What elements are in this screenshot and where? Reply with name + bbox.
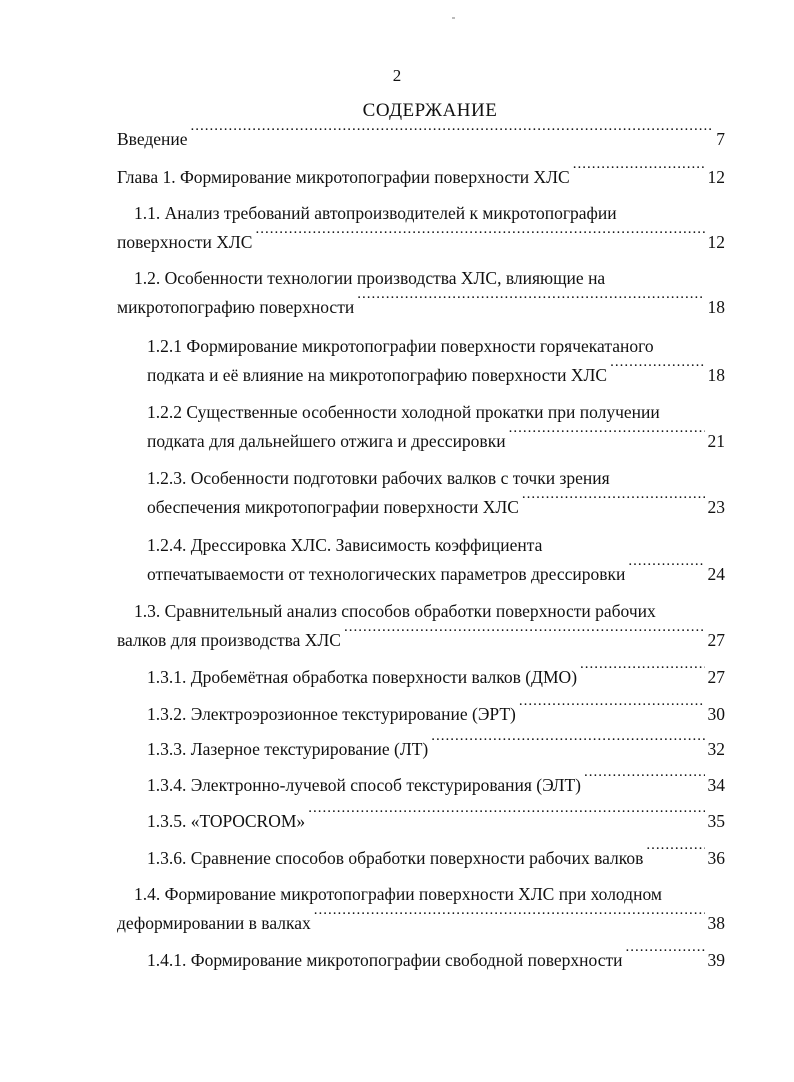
scan-mark: [452, 17, 455, 19]
toc-entry-1-4-1[interactable]: [147, 946, 725, 975]
toc-entry-text: 1.3. Сравнительный анализ способов обработки поверхности рабочих: [134, 601, 656, 621]
toc-page-number: 39: [707, 950, 725, 970]
dot-leader: [610, 364, 704, 382]
toc-entry-1-2-1[interactable]: [147, 332, 725, 390]
toc-entry-text: подката для дальнейшего отжига и дрессировки: [147, 431, 506, 451]
toc-entry-1-3-4[interactable]: [147, 771, 725, 800]
dot-leader: [431, 738, 704, 756]
dot-leader: [580, 666, 704, 684]
toc-entry-text: 1.2.1 Формирование микротопографии поверхности горячекатаного: [147, 336, 654, 356]
toc-entry-text: 1.3.1. Дробемётная обработка поверхности валков (ДМО): [147, 667, 578, 687]
toc-entry-text: 1.2.2 Существенные особенности холодной прокатки при получении: [147, 402, 660, 422]
page-number: 2: [392, 66, 402, 85]
dot-leader: [628, 563, 704, 581]
dot-leader: [522, 496, 705, 514]
toc-page-number: 30: [707, 704, 725, 724]
toc-entry-text: 1.3.2. Электроэрозионное текстурирование (ЭРТ): [147, 704, 516, 724]
toc-entry-text: 1.3.4. Электронно-лучевой способ текстурирования (ЭЛТ): [147, 775, 581, 795]
toc-entry-text: микротопографию поверхности: [117, 297, 355, 317]
toc-entry-text: 1.3.6. Сравнение способов обработки поверхности рабочих валков: [147, 848, 644, 868]
dot-leader: [509, 430, 705, 448]
toc-page-number: 35: [707, 811, 725, 831]
toc-entry-1-3-6[interactable]: [147, 844, 725, 873]
toc-entry-1-3-1[interactable]: [147, 663, 725, 692]
toc-entry-text: обеспечения микротопографии поверхности ХЛС: [147, 497, 519, 517]
toc-page-number: 12: [707, 232, 725, 252]
toc-page-number: 12: [707, 167, 725, 187]
toc-entry-text: Введение: [117, 129, 188, 149]
toc-entry-1-3[interactable]: [117, 597, 725, 655]
dot-leader: [584, 774, 705, 792]
dot-leader: [357, 296, 704, 314]
toc-entry-introduction[interactable]: [117, 125, 725, 154]
toc-entry-1-3-5[interactable]: [147, 807, 725, 836]
dot-leader: [626, 949, 705, 967]
toc-page-number: 7: [716, 129, 725, 149]
toc-entry-text: 1.2.3. Особенности подготовки рабочих валков с точки зрения: [147, 468, 610, 488]
toc-entry-1-2-4[interactable]: [147, 531, 725, 589]
toc-page-number: 36: [707, 848, 725, 868]
toc-page-number: 24: [707, 564, 725, 584]
toc-page-number: 21: [707, 431, 725, 451]
toc-entry-text: 1.3.5. «TOPOCROM»: [147, 811, 306, 831]
toc-entry-text: Глава 1. Формирование микротопографии поверхности ХЛС: [117, 167, 570, 187]
toc-entry-1-4[interactable]: [117, 880, 725, 938]
toc-entry-1-1[interactable]: [117, 199, 725, 257]
dot-leader: [314, 912, 705, 930]
toc-entry-text: деформировании в валках: [117, 913, 311, 933]
toc-entry-1-2[interactable]: [117, 264, 725, 322]
toc-entry-text: 1.4.1. Формирование микротопографии свободной поверхности: [147, 950, 623, 970]
dot-leader: [344, 629, 705, 647]
toc-page-number: 18: [707, 365, 725, 385]
toc-entry-text: 1.4. Формирование микротопографии поверхности ХЛС при холодном: [134, 884, 662, 904]
dot-leader: [255, 231, 704, 249]
toc-entry-chapter-1[interactable]: [117, 163, 725, 192]
toc-entry-1-2-3[interactable]: [147, 464, 725, 522]
toc-entry-text: поверхности ХЛС: [117, 232, 253, 252]
dot-leader: [308, 810, 704, 828]
toc-page-number: 18: [707, 297, 725, 317]
toc-entry-1-3-3[interactable]: [147, 735, 725, 764]
toc-page-number: 27: [707, 667, 725, 687]
toc-page-number: 27: [707, 630, 725, 650]
dot-leader: [519, 703, 705, 721]
dot-leader: [191, 128, 714, 146]
toc-entry-text: отпечатываемости от технологических параметров дрессировки: [147, 564, 626, 584]
dot-leader: [573, 166, 705, 184]
toc-entry-text: 1.3.3. Лазерное текстурирование (ЛТ): [147, 739, 429, 759]
toc-page-number: 32: [707, 739, 725, 759]
toc-page-number: 38: [707, 913, 725, 933]
toc-entry-1-3-2[interactable]: [147, 700, 725, 729]
toc-entry-text: 1.1. Анализ требований автопроизводителей к микротопографии: [134, 203, 617, 223]
toc-entry-text: 1.2.4. Дрессировка ХЛС. Зависимость коэффициента: [147, 535, 543, 555]
dot-leader: [646, 847, 704, 865]
toc-entry-text: валков для производства ХЛС: [117, 630, 341, 650]
toc-page-number: 23: [707, 497, 725, 517]
toc-entry-1-2-2[interactable]: [147, 398, 725, 456]
toc-entry-text: подката и её влияние на микротопографию поверхности ХЛС: [147, 365, 608, 385]
toc-title: СОДЕРЖАНИЕ: [362, 100, 498, 121]
toc-entry-text: 1.2. Особенности технологии производства ХЛС, влияющие на: [134, 268, 606, 288]
toc-page-number: 34: [707, 775, 725, 795]
